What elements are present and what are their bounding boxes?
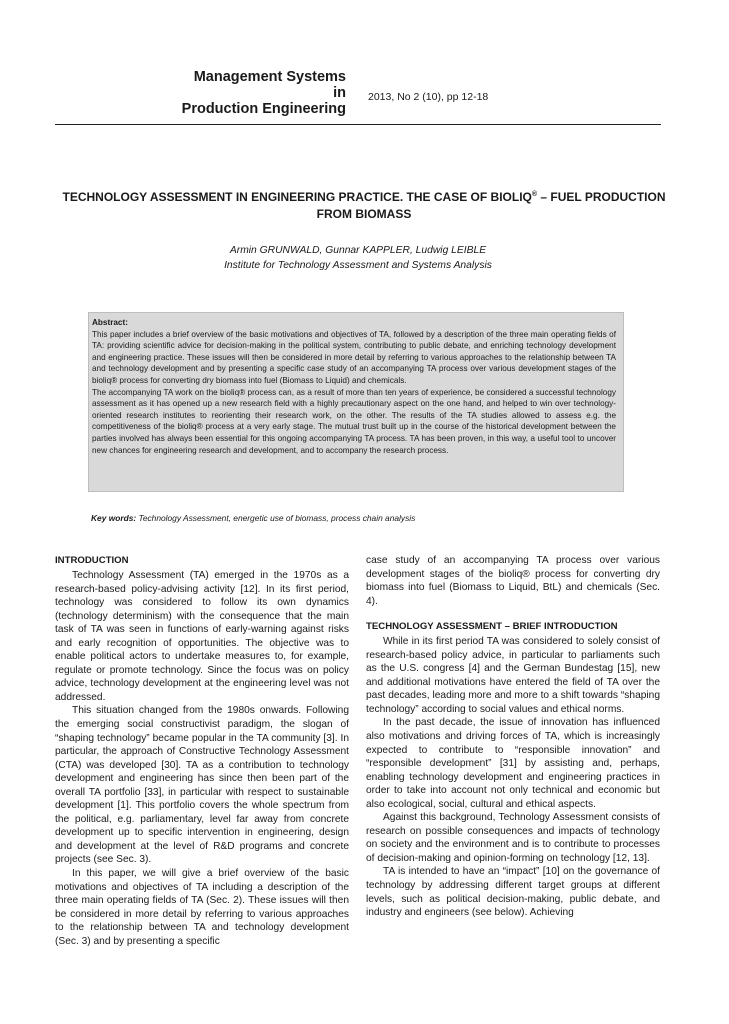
section2-paragraph-3: Against this background, Technology Assessment consists of research on possible consequences and impacts of technology on society and the environment and is to contribute to processes of decision-making and opinion-forming on technology [12, 13]. (366, 812, 660, 864)
section2-paragraph-1: While in its first period TA was considered to solely consist of research-based policy advice, in particular to parliaments such as the U.S. congress [4] and the German Bundestag [15], new and additional motivations have entered the field of TA over the past decades, leading more and more to a shift towards “shaping technology” according to social values and ethical norms. (366, 636, 660, 715)
journal-name-line3: Production Engineering (181, 101, 346, 117)
intro-paragraph-3: In this paper, we will give a brief overview of the basic motivations and objectives of TA including a description of the three main operating fields of TA (Sec. 2). These issues will then be considered in more detail by referring to various approaches to the relationship between TA and technology development (Sec. 3) and by presenting a specific (55, 868, 349, 947)
introduction-heading: INTRODUCTION (55, 555, 129, 566)
intro-paragraph-2: This situation changed from the 1980s onwards. Following the emerging social constructivist paradigm, the slogan of “shaping technology” became popular in the TA community [3]. In particular, the approach of Constructive Technology Assessment (CTA) was developed [30]. TA as a contribution to technology development and engineering has since then been part of the overall TA portfolio [33], in particular with respect to sustainable development [1]. This portfolio covers the whole spectrum from the political, e.g. parliamentary, level far away from concrete development up to specific intervention in engineering, design and development at the level of R&D programs and concrete projects (see Sec. 3). (55, 705, 349, 866)
section2-paragraph-4: TA is intended to have an “impact” [10] on the governance of technology by addressing different target groups at different levels, such as political decision-making, public debate, and industry and engineers (see below). Achieving (366, 866, 660, 919)
keywords-label: Key words: (91, 513, 137, 523)
section2-paragraph-2: In the past decade, the issue of innovation has influenced also motivations and driving forces of TA, which is increasingly expected to contribute to “responsible innovation” and “responsible development” [31] by assisting and, perhaps, enabling technology development and engineering practices in order to take into account not only technical and economic but also ecological, social, cultural and ethical aspects. (366, 717, 660, 810)
abstract-paragraph-1: This paper includes a brief overview of the basic motivations and objectives of TA, followed by a description of the three main operating fields of TA: providing scientific advice for decision-making in the political system, contributing to public debate, and enriching technology development and engineering practice. These issues will then be considered in more detail by referring to various approaches to the relationship between TA and technology development and by presenting a specific case study of an accompanying TA process over various development stages of the bioliq® process for converting dry biomass into fuel (Biomass to Liquid) and chemicals. (92, 329, 616, 385)
intro-paragraph-1: Technology Assessment (TA) emerged in the 1970s as a research-based policy-advising activity [12]. In its first period, technology was considered to follow its own dynamics (technology determinism) with the consequence that the main task of TA was seen in functions of early-warning against risks and early recognition of opportunities. The objective was to enable political actors to undertake measures to, for example, regulate or promote technology. Since the focus was on policy advice, technology development at the engineering level was not addressed. (55, 570, 349, 703)
intro-paragraph-3-continued: case study of an accompanying TA process over various development stages of the bioliq® process for converting dry biomass into fuel (Biomass to Liquid, BtL) and chemicals (Sec. 4). (366, 555, 660, 607)
keywords (91, 513, 415, 523)
author-affiliation: Institute for Technology Assessment and Systems Analysis (224, 260, 492, 271)
author-block (55, 243, 661, 273)
abstract-box: Abstract: This paper includes a brief overview of the basic motivations and objectives of TA, followed by a description of the three main operating fields of TA: providing scientific advice for decision-making in the political system, contributing to public debate, and enriching technology development and engineering practice. These issues will then be considered in more detail by referring to various approaches to the relationship between TA and technology development and by presenting a specific case study of an accompanying TA process over various development stages of the bioliq® process for converting dry biomass into fuel (Biomass to Liquid) and chemicals. The accompanying TA work on the bioliq® process can, as a result of more than ten years of experience, be considered a successful technology assessment as it has opened up a new research field with a highly precautionary aspect on the one hand, and helped to win over technology-oriented research institutes to reorienting their research work, on the other. The results of the TA studies allowed to assess e.g. the competitiveness of the bioliq® process at a very early stage. The mutual trust built up in the course of the historical development between the parties involved has always been essential for this ongoing accompanying TA process. TA has been proven, in this way, a useful tool to uncover new chances for engineering research and development, and to accompany the research process. (88, 312, 624, 492)
issue-info: 2013, No 2 (10), pp 12-18 (368, 91, 489, 103)
paper-title (55, 186, 673, 223)
journal-name-line1: Management Systems (193, 69, 346, 85)
title-part2: – FUEL PRODUCTION FROM BIOMASS (316, 190, 666, 221)
title-part1: TECHNOLOGY ASSESSMENT IN ENGINEERING PRACTICE. THE CASE OF BIOLIQ (62, 190, 532, 204)
header-rule (55, 124, 661, 125)
abstract-heading: Abstract (92, 318, 126, 327)
journal-name (182, 69, 346, 117)
abstract-paragraph-2: The accompanying TA work on the bioliq® process can, as a result of more than ten years of experience, be considered a successful technology assessment as it has opened up a new research field with a highly precautionary aspect on the one hand, and helped to win over technology-oriented research institutes to reorienting their research work, on the other. The results of the TA studies allowed to assess e.g. the competitiveness of the bioliq® process at a very early stage. The mutual trust built up in the course of the historical development between the parties involved has always been essential for this ongoing accompanying TA process. TA has been proven, in this way, a useful tool to uncover new chances for engineering research and development, and to accompany the research process. (92, 387, 616, 455)
journal-name-line2: in (333, 85, 346, 101)
section2-heading: TECHNOLOGY ASSESSMENT – BRIEF INTRODUCTION (366, 621, 618, 633)
right-column (366, 554, 660, 920)
left-column (55, 554, 349, 948)
keywords-text: Technology Assessment, energetic use of biomass, process chain analysis (138, 513, 416, 523)
title-registered-mark: ® (531, 191, 538, 198)
author-names: Armin GRUNWALD, Gunnar KAPPLER, Ludwig LEIBLE (229, 245, 487, 256)
